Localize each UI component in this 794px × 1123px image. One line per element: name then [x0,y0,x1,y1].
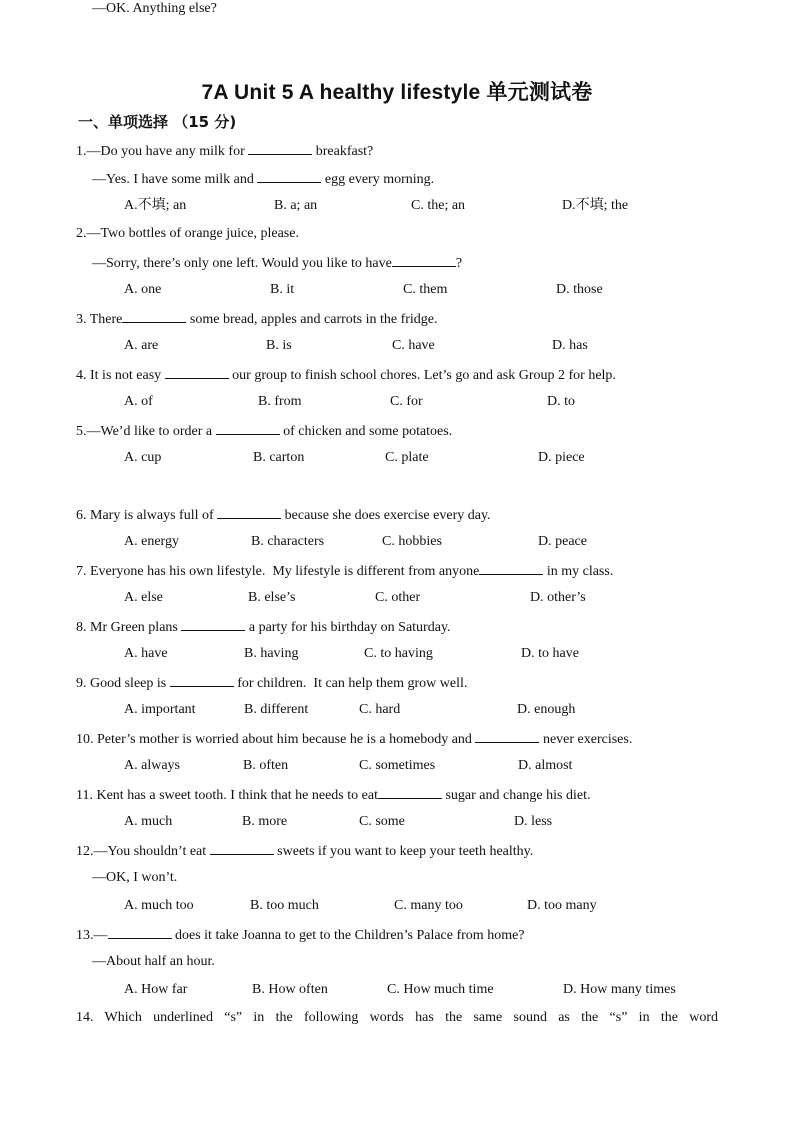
question-2-option-d[interactable]: D. those [556,282,603,297]
answer-blank[interactable] [181,617,245,631]
question-13-line-2 [92,953,215,971]
question-8-option-a[interactable]: A. have [124,646,168,661]
document-title: 7A Unit 5 A healthy lifestyle 单元测试卷 [201,81,593,104]
question-1-line-2 [92,169,434,189]
question-2-line-2 [92,253,462,273]
question-text: of chicken and some potatoes. [279,424,453,439]
question-13-option-c[interactable]: C. How much time [387,982,494,997]
question-1-option-b[interactable]: B. a; an [274,198,318,213]
question-text: —Yes. I have some milk and [92,172,258,187]
question-13-option-a[interactable]: A. How far [124,982,188,997]
question-6-line-1 [76,505,491,525]
question-text: 12.—You shouldn’t eat [76,844,210,859]
answer-blank[interactable] [378,785,442,799]
question-text: —OK, I won’t. [92,870,178,885]
question-10-option-d[interactable]: D. almost [518,758,573,773]
answer-blank[interactable] [170,673,234,687]
question-3-option-c[interactable]: C. have [392,338,435,353]
question-text: a party for his birthday on Saturday. [245,620,451,635]
answer-blank[interactable] [108,925,172,939]
question-8-option-d[interactable]: D. to have [521,646,579,661]
question-1-option-c[interactable]: C. the; an [411,198,466,213]
question-text: —Sorry, there’s only one left. Would you like to have [92,256,392,271]
question-7-option-c[interactable]: C. other [375,590,421,605]
question-text: egg every morning. [321,172,435,187]
question-3-option-b[interactable]: B. is [266,338,292,353]
question-9-line-1 [76,673,467,693]
question-text: some bread, apples and carrots in the fridge. [186,312,438,327]
question-10-option-b[interactable]: B. often [243,758,289,773]
question-12-option-c[interactable]: C. many too [394,898,463,913]
question-5-option-d[interactable]: D. piece [538,450,585,465]
question-text: for children. It can help them grow well. [233,676,468,691]
question-12-line-1 [76,841,533,861]
question-7-line-1 [76,561,613,581]
question-10-option-c[interactable]: C. sometimes [359,758,436,773]
question-6-option-c[interactable]: C. hobbies [382,534,442,549]
question-4-option-b[interactable]: B. from [258,394,302,409]
question-text: 9. Good sleep is [76,676,170,691]
question-5-option-c[interactable]: C. plate [385,450,429,465]
question-3-line-1 [76,309,438,329]
question-2-option-c[interactable]: C. them [403,282,448,297]
question-12-option-d[interactable]: D. too many [527,898,597,913]
question-text: ? [455,256,463,271]
question-5-option-b[interactable]: B. carton [253,450,305,465]
answer-blank[interactable] [165,365,229,379]
question-text: breakfast? [312,144,374,159]
question-text: 3. There [76,312,123,327]
question-text: does it take Joanna to get to the Children’s Palace from home? [171,928,525,943]
question-6-option-d[interactable]: D. peace [538,534,587,549]
answer-blank[interactable] [479,561,543,575]
question-5-line-1 [76,421,452,441]
question-12-option-a[interactable]: A. much too [124,898,194,913]
question-text: our group to finish school chores. Let’s go and ask Group 2 for help. [228,368,616,383]
question-text: 13.— [76,928,108,943]
question-2-line-1 [76,225,299,243]
question-13-line-1 [76,925,525,945]
question-11-option-b[interactable]: B. more [242,814,288,829]
answer-blank[interactable] [248,141,312,155]
question-6-option-a[interactable]: A. energy [124,534,179,549]
question-11-option-d[interactable]: D. less [514,814,553,829]
question-text: sugar and change his diet. [441,788,591,803]
question-text: 6. Mary is always full of [76,508,218,523]
question-14-stem: 14. Which underlined “s” in the following words has the same sound as the “s” in the word [76,1010,718,1025]
question-text: 10. Peter’s mother is worried about him because he is a homebody and [76,732,476,747]
question-1-line-1 [76,141,373,161]
question-4-line-1 [76,365,616,385]
question-9-option-c[interactable]: C. hard [359,702,401,717]
section-heading: 一、单项选择 （15 分) [78,113,237,131]
question-13-option-d[interactable]: D. How many times [563,982,676,997]
question-10-line-1 [76,729,632,749]
question-13-option-b[interactable]: B. How often [252,982,328,997]
question-12-line-2 [92,869,177,887]
question-8-option-b[interactable]: B. having [244,646,299,661]
answer-blank[interactable] [210,841,274,855]
question-1-option-d[interactable]: D.不填; the [562,198,629,213]
question-11-option-a[interactable]: A. much [124,814,173,829]
question-6-option-b[interactable]: B. characters [251,534,325,549]
question-11-option-c[interactable]: C. some [359,814,405,829]
answer-blank[interactable] [475,729,539,743]
question-text: 5.—We’d like to order a [76,424,216,439]
question-4-option-d[interactable]: D. to [547,394,575,409]
question-7-option-b[interactable]: B. else’s [248,590,296,605]
question-text: 1.—Do you have any milk for [76,144,249,159]
question-text: in my class. [543,564,614,579]
question-8-option-c[interactable]: C. to having [364,646,433,661]
question-9-option-a[interactable]: A. important [124,702,196,717]
question-8-line-1 [76,617,451,637]
question-10-option-a[interactable]: A. always [124,758,180,773]
question-text: 8. Mr Green plans [76,620,182,635]
answer-blank[interactable] [392,253,456,267]
question-text: sweets if you want to keep your teeth healthy. [273,844,534,859]
answer-blank[interactable] [217,505,281,519]
answer-blank[interactable] [216,421,280,435]
question-7-option-d[interactable]: D. other’s [530,590,586,605]
question-text: 2.—Two bottles of orange juice, please. [76,226,299,241]
question-5-line-2 [92,0,217,18]
answer-blank[interactable] [257,169,321,183]
question-text: never exercises. [539,732,633,747]
question-7-option-a[interactable]: A. else [124,590,163,605]
question-text: —OK. Anything else? [92,1,217,16]
question-text: —About half an hour. [92,954,215,969]
question-text: 11. Kent has a sweet tooth. I think that he needs to eat [76,788,378,803]
question-5-option-a[interactable]: A. cup [124,450,162,465]
question-4-option-c[interactable]: C. for [390,394,423,409]
question-text: 7. Everyone has his own lifestyle. My lifestyle is different from anyone [76,564,480,579]
answer-blank[interactable] [122,309,186,323]
question-9-option-d[interactable]: D. enough [517,702,576,717]
question-2-option-b[interactable]: B. it [270,282,295,297]
question-2-option-a[interactable]: A. one [124,282,162,297]
question-3-option-a[interactable]: A. are [124,338,159,353]
question-9-option-b[interactable]: B. different [244,702,309,717]
question-text: 4. It is not easy [76,368,165,383]
question-11-line-1 [76,785,590,805]
question-text: because she does exercise every day. [281,508,491,523]
question-1-option-a[interactable]: A.不填; an [124,198,187,213]
question-4-option-a[interactable]: A. of [124,394,153,409]
question-3-option-d[interactable]: D. has [552,338,588,353]
question-12-option-b[interactable]: B. too much [250,898,319,913]
